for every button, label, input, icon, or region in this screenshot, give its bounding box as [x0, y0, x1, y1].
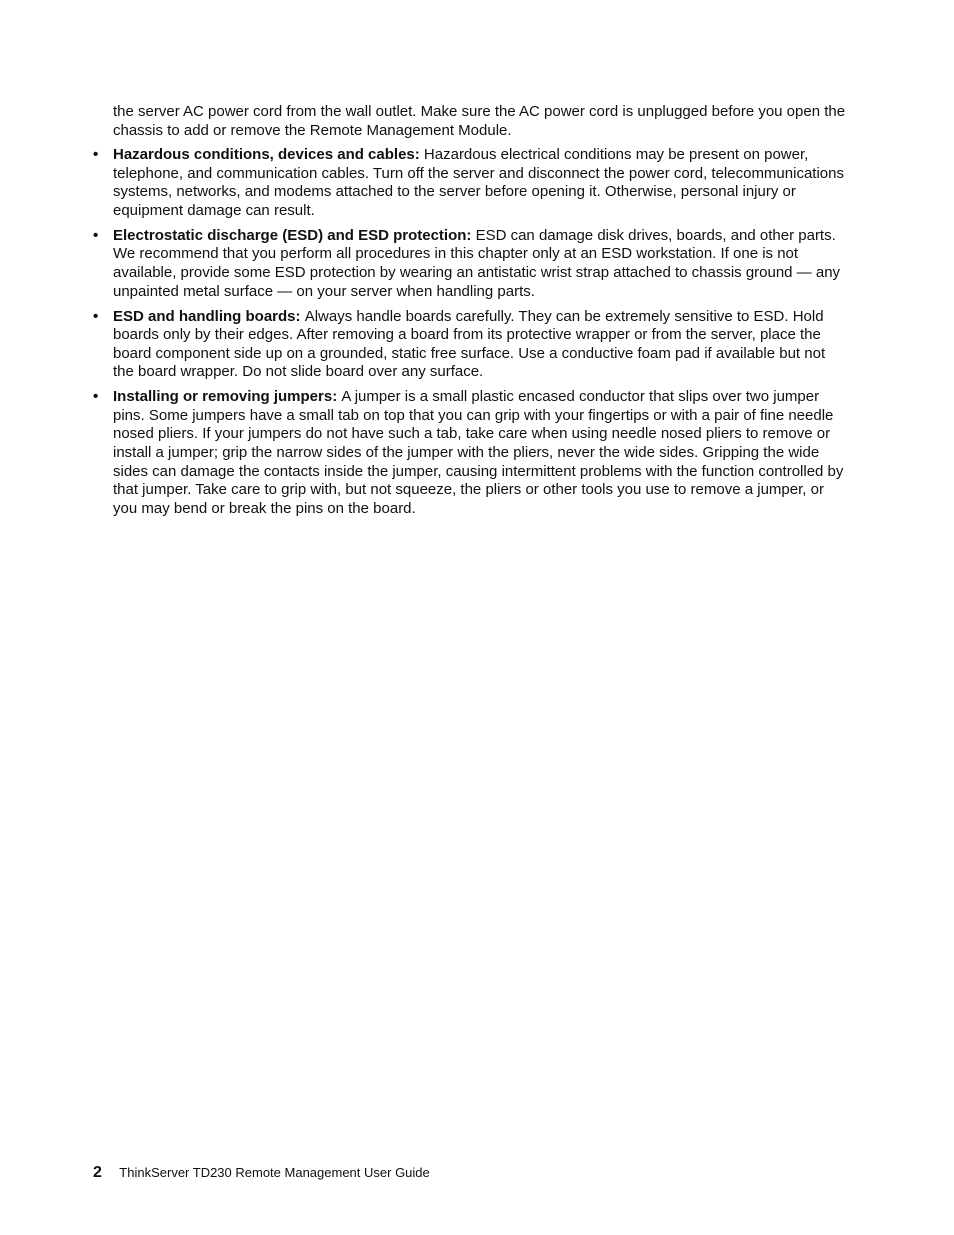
list-item: [93, 226, 849, 301]
bullet-text: A jumper is a small plastic encased conductor that slips over two jumper pins. Some jumpers have a small tab on top that you can grip with your fingertips or with a pair of fine needle nosed pliers. If your jumpers do not have such a tab, take care when using needle nosed pliers to remove or install a jumper; grip the narrow sides of the jumper with the pliers, never the wide sides. Gripping the wide sides can damage the contacts inside the jumper, causing intermittent problems with the function controlled by that jumper. Take care to grip with, but not squeeze, the pliers or other tools you use to remove a jumper, or you may bend or break the pins on the board.: [113, 388, 844, 517]
bullet-lead: Installing or removing jumpers:: [113, 388, 342, 406]
bullet-lead: Hazardous conditions, devices and cables:: [113, 146, 424, 164]
bullet-icon: •: [93, 146, 99, 164]
bullet-lead: Electrostatic discharge (ESD) and ESD protection:: [113, 226, 476, 244]
continuation-paragraph: the server AC power cord from the wall outlet. Make sure the AC power cord is unplugged before you open the chassis to add or remove the Remote Management Module.: [113, 103, 846, 139]
page-body: [93, 103, 849, 525]
bullet-text: Always handle boards carefully. They can be extremely sensitive to ESD. Hold boards only by their edges. After removing a board from its protective wrapper or from the server, place the board component side up on a grounded, static free surface. Use a conductive foam pad if available but not the board wrapper. Do not slide board over any surface.: [113, 307, 826, 381]
page-number: 2: [93, 1164, 102, 1181]
document-title: ThinkServer TD230 Remote Management User Guide: [119, 1165, 430, 1180]
safety-bullet-list: [93, 146, 849, 518]
list-item: [93, 146, 849, 220]
bullet-text: ESD can damage disk drives, boards, and other parts. We recommend that you perform all procedures in this chapter only at an ESD workstation. If one is not available, provide some ESD protection by wearing an antistatic wrist strap attached to chassis ground — any unpainted metal surface — on your server when handling parts.: [113, 226, 841, 300]
bullet-lead: ESD and handling boards:: [113, 307, 305, 325]
bullet-icon: •: [93, 388, 99, 406]
list-item: [93, 307, 849, 382]
bullet-icon: •: [93, 307, 99, 325]
bullet-icon: •: [93, 226, 99, 244]
list-item: [93, 388, 849, 518]
page-footer: [93, 1163, 430, 1183]
bullet-text: Hazardous electrical conditions may be present on power, telephone, and communication cables. Turn off the server and disconnect the power cord, telecommunications systems, networks, and modems attached to the server before opening it. Otherwise, personal injury or equipment damage can result.: [113, 146, 844, 219]
